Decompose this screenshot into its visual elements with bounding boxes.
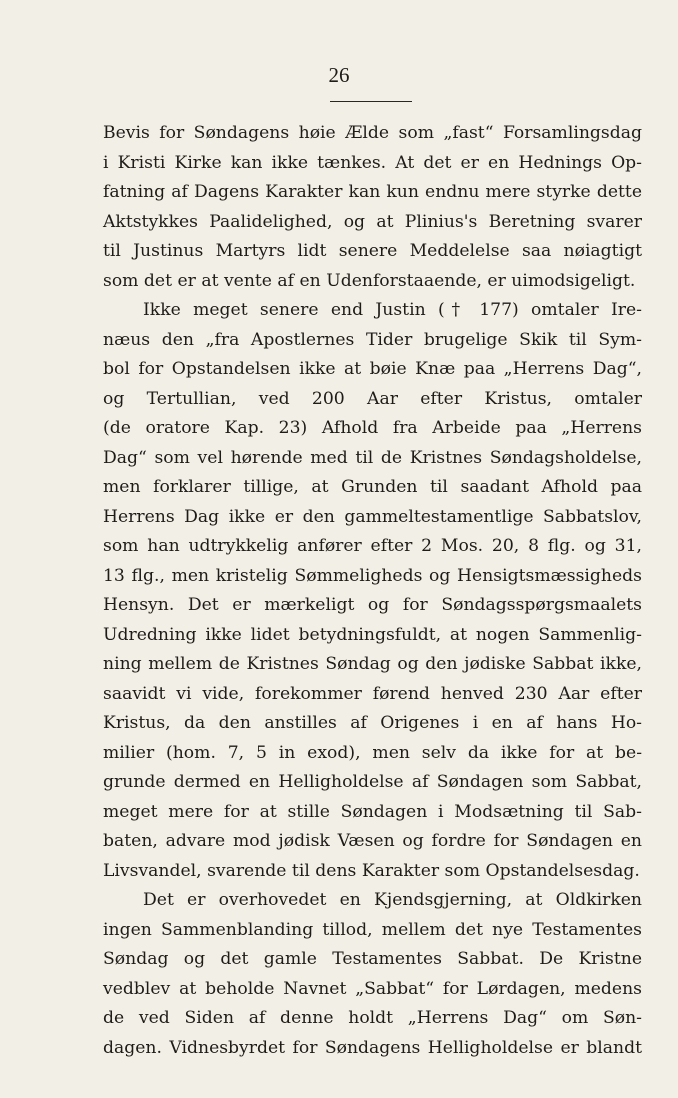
text-line: som han udtrykkelig anfører efter 2 Mos. 20, 8 flg. og 31, — [103, 536, 642, 556]
text-line: i Kristi Kirke kan ikke tænkes. At det er en Hednings Op- — [103, 152, 642, 173]
text-line: som det er at vente af en Udenforstaaende, er uimodsigeligt. — [103, 270, 636, 291]
text-line: saavidt vi vide, forekommer førend henved 230 Aar efter — [103, 683, 642, 704]
text-line: milier (hom. 7, 5 in exod), men selv da ikke for at be- — [103, 742, 642, 763]
text-line: ingen Sammenblanding tillod, mellem det nye Testamentes — [103, 919, 642, 940]
text-line: (de oratore Kap. 23) Afhold fra Arbeide paa „Herrens — [103, 418, 642, 438]
text-line: Ikke meget senere end Justin († 177) omtaler Ire- — [143, 300, 642, 320]
body-text — [103, 119, 642, 1063]
text-line: bol for Opstandelsen ikke at bøie Knæ paa „Herrens Dag“, — [103, 359, 642, 379]
text-line: Herrens Dag ikke er den gammeltestamentlige Sabbatslov, — [103, 506, 642, 527]
text-line: Det er overhovedet en Kjendsgjerning, at Oldkirken — [143, 890, 642, 910]
text-line: ning mellem de Kristnes Søndag og den jødiske Sabbat ikke, — [103, 654, 642, 674]
text-line: Hensyn. Det er mærkeligt og for Søndagsspørgsmaalets — [103, 595, 642, 615]
text-line: baten, advare mod jødisk Væsen og fordre for Søndagen en — [103, 831, 642, 851]
text-line: de ved Siden af denne holdt „Herrens Dag“ om Søn- — [103, 1008, 642, 1028]
page-number: 26 — [328, 63, 350, 87]
text-line: 13 flg., men kristelig Sømmeligheds og Hensigtsmæssigheds — [103, 565, 642, 586]
text-line: men forklarer tillige, at Grunden til saadant Afhold paa — [103, 477, 642, 497]
text-line: næus den „fra Apostlernes Tider brugelige Skik til Sym- — [103, 329, 642, 350]
text-line: Udredning ikke lidet betydningsfuldt, at nogen Sammenlig- — [103, 624, 642, 645]
text-line: Dag“ som vel hørende med til de Kristnes Søndagsholdelse, — [103, 447, 642, 468]
text-line: meget mere for at stille Søndagen i Modsætning til Sab- — [103, 801, 642, 822]
text-line: Søndag og det gamle Testamentes Sabbat. De Kristne — [103, 949, 642, 969]
text-line: Kristus, da den anstilles af Origenes i en af hans Ho- — [103, 713, 642, 733]
text-line: til Justinus Martyrs lidt senere Meddelelse saa nøiagtigt — [103, 241, 642, 261]
text-line: vedblev at beholde Navnet „Sabbat“ for Lørdagen, medens — [103, 978, 642, 999]
text-line: fatning af Dagens Karakter kan kun endnu mere styrke dette — [103, 182, 642, 202]
text-line: dagen. Vidnesbyrdet for Søndagens Helligholdelse er blandt — [103, 1037, 642, 1058]
text-line: grunde dermed en Helligholdelse af Søndagen som Sabbat, — [103, 772, 642, 792]
text-line: Livsvandel, svarende til dens Karakter som Opstandelsesdag. — [103, 860, 640, 881]
header-rule — [330, 101, 412, 102]
text-line: Aktstykkes Paalidelighed, og at Plinius's Beretning svarer — [103, 211, 642, 232]
text-line: og Tertullian, ved 200 Aar efter Kristus, omtaler — [103, 388, 642, 409]
text-line: Bevis for Søndagens høie Ælde som „fast“ Forsamlingsdag — [103, 123, 642, 143]
